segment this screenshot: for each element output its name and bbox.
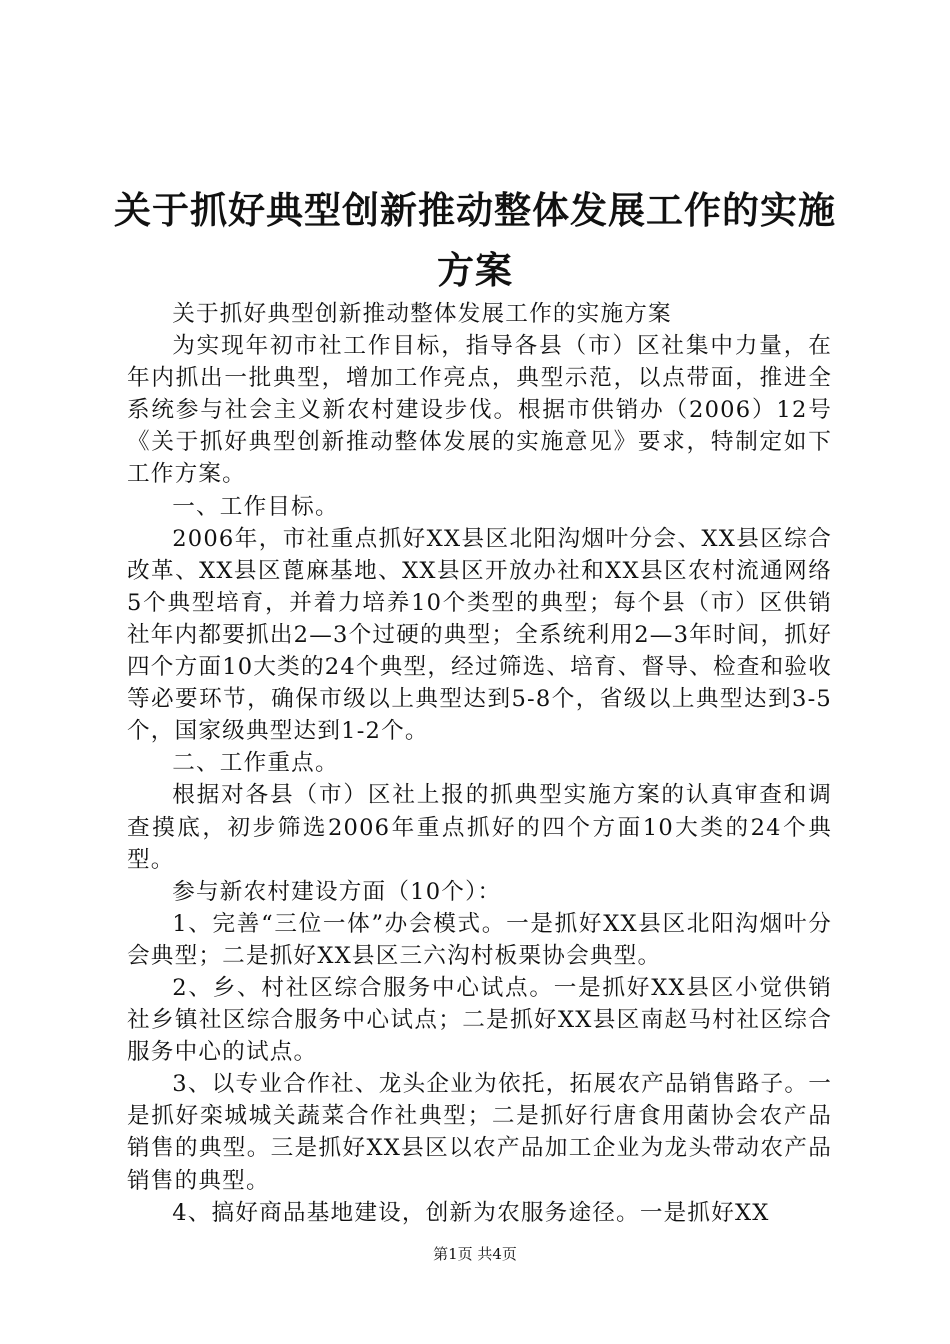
document-title: 关于抓好典型创新推动整体发展工作的实施方案: [114, 188, 836, 292]
document-body: [127, 298, 832, 1229]
list-item-2: 2、乡、村社区综合服务中心试点。一是抓好XX县区小觉供销社乡镇社区综合服务中心试点；二是抓好XX县区南赵马村社区综合服务中心的试点。: [127, 974, 832, 1066]
paragraph-focus: 根据对各县（市）区社上报的抓典型实施方案的认真审查和调查摸底，初步筛选2006年重点抓好的四个方面10大类的24个典型。: [127, 782, 832, 873]
subsection-heading: 参与新农村建设方面（10个）：: [172, 878, 502, 905]
paragraph-intro: 为实现年初市社工作目标，指导各县（市）区社集中力量，在年内抓出一批典型，增加工作亮点，典型示范，以点带面，推进全系统参与社会主义新农村建设步伐。根据市供销办（2006）12号《关于抓好典型创新推动整体发展的实施意见》要求，特制定如下工作方案。: [127, 333, 832, 488]
list-item-4: 4、搞好商品基地建设，创新为农服务途径。一是抓好XX: [172, 1199, 770, 1226]
paragraph-goals: 2006年，市社重点抓好XX县区北阳沟烟叶分会、XX县区综合改革、XX县区蓖麻基地、XX县区开放办社和XX县区农村流通网络5个典型培育，并着力培养10个类型的典型；每个县（市）区供销社年内都要抓出2—3个过硬的典型；全系统利用2—3年时间，抓好四个方面10大类的24个典型，经过筛选、培育、督导、检查和验收等必要环节，确保市级以上典型达到5-8个，省级以上典型达到3-5个，国家级典型达到1-2个。: [127, 525, 832, 745]
section-heading-focus: 二、工作重点。: [172, 750, 339, 777]
section-heading-goals: 一、工作目标。: [172, 493, 339, 520]
list-item-3: 3、以专业合作社、龙头企业为依托，拓展农产品销售路子。一是抓好栾城城关蔬菜合作社典型；二是抓好行唐食用菌协会农产品销售的典型。三是抓好XX县区以农产品加工企业为龙头带动农产品销售的典型。: [127, 1071, 832, 1194]
page-footer: 第1页 共4页: [433, 1245, 517, 1263]
paragraph-subtitle: 关于抓好典型创新推动整体发展工作的实施方案: [172, 301, 672, 327]
list-item-1: 1、完善“三位一体”办会模式。一是抓好XX县区北阳沟烟叶分会典型；二是抓好XX县区三六沟村板栗协会典型。: [127, 910, 832, 969]
